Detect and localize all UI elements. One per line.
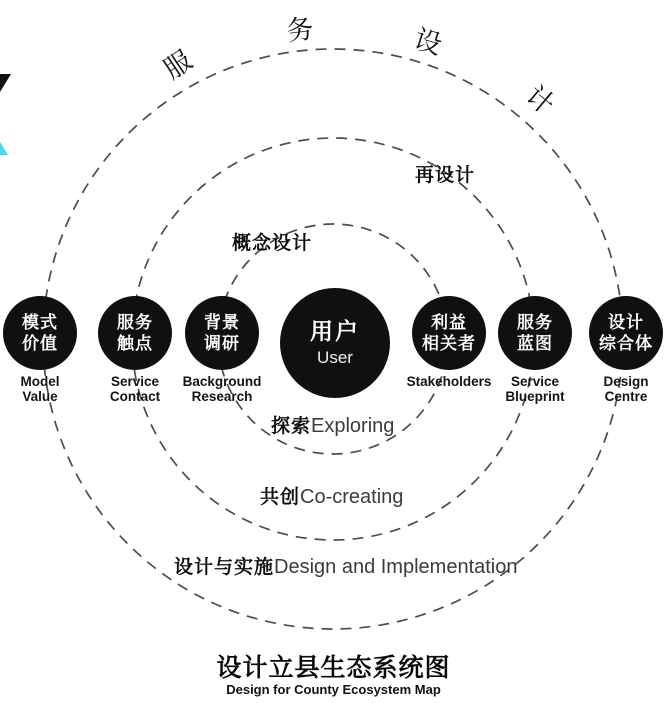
node-en-line: User: [317, 347, 353, 367]
caption-background-research: [157, 374, 287, 404]
diagram-title-en: Design for County Ecosystem Map: [226, 682, 441, 697]
diagram-title-zh: 设计立县生态系统图: [216, 654, 451, 682]
node-zh-line: 调研: [204, 334, 240, 353]
node-user: [280, 288, 390, 398]
node-zh-line: 模式: [22, 313, 58, 332]
caption-line: Service: [110, 374, 160, 389]
arc-title-char: 计: [520, 79, 560, 121]
caption-line: Contact: [109, 389, 161, 404]
node-zh-line: 背景: [204, 313, 240, 332]
caption-line: Centre: [604, 389, 648, 404]
node-zh-line: 服务: [117, 313, 153, 332]
phase-zh: 探索: [271, 416, 312, 437]
arc-title-char: 务: [284, 13, 316, 47]
node-zh-line: 触点: [117, 334, 153, 353]
caption-line: Design: [603, 374, 649, 389]
node-background-research: [185, 296, 259, 370]
caption-line: Value: [22, 389, 58, 404]
phase-co-creating: [260, 482, 403, 509]
node-stakeholders: [412, 296, 486, 370]
caption-design-centre: [561, 374, 667, 404]
phase-en: Exploring: [311, 415, 395, 437]
node-design-centre: [589, 296, 663, 370]
caption-line: Service: [510, 374, 560, 389]
phase-zh: 设计与实施: [174, 557, 275, 578]
phase-en: Design and Implementation: [274, 556, 518, 578]
phase-en: Co-creating: [300, 486, 404, 508]
phase-exploring: [271, 411, 394, 438]
logo-arrow-fragment: [0, 0, 30, 170]
arc-title-char: 设: [410, 23, 446, 61]
ring-label-concept-design: 概念设计: [232, 233, 313, 254]
ring-label-redesign: 再设计: [415, 165, 476, 186]
node-zh-line: 价值: [22, 334, 58, 353]
node-zh-line: 相关者: [422, 334, 476, 353]
logo-arrow-black-icon: [0, 74, 11, 92]
caption-line: Research: [191, 389, 253, 404]
node-service-contact: [98, 296, 172, 370]
node-zh-line: 蓝图: [517, 334, 553, 353]
caption-line: Background: [182, 374, 262, 389]
node-model-value: [3, 296, 77, 370]
phase-zh: 共创: [260, 487, 301, 508]
caption-line: Blueprint: [505, 389, 565, 404]
phase-design-and-implementation: [174, 552, 518, 579]
node-service-blueprint: [498, 296, 572, 370]
arc-title-char: 服: [158, 45, 198, 85]
node-zh-line: 用户: [310, 317, 360, 344]
logo-arrow-cyan-icon: [0, 142, 8, 155]
node-zh-line: 服务: [517, 313, 553, 332]
caption-line: Stakeholders: [406, 374, 492, 389]
node-zh-line: 设计: [608, 313, 644, 332]
node-zh-line: 综合体: [599, 334, 653, 353]
caption-line: Model: [20, 374, 60, 389]
node-zh-line: 利益: [431, 313, 467, 332]
